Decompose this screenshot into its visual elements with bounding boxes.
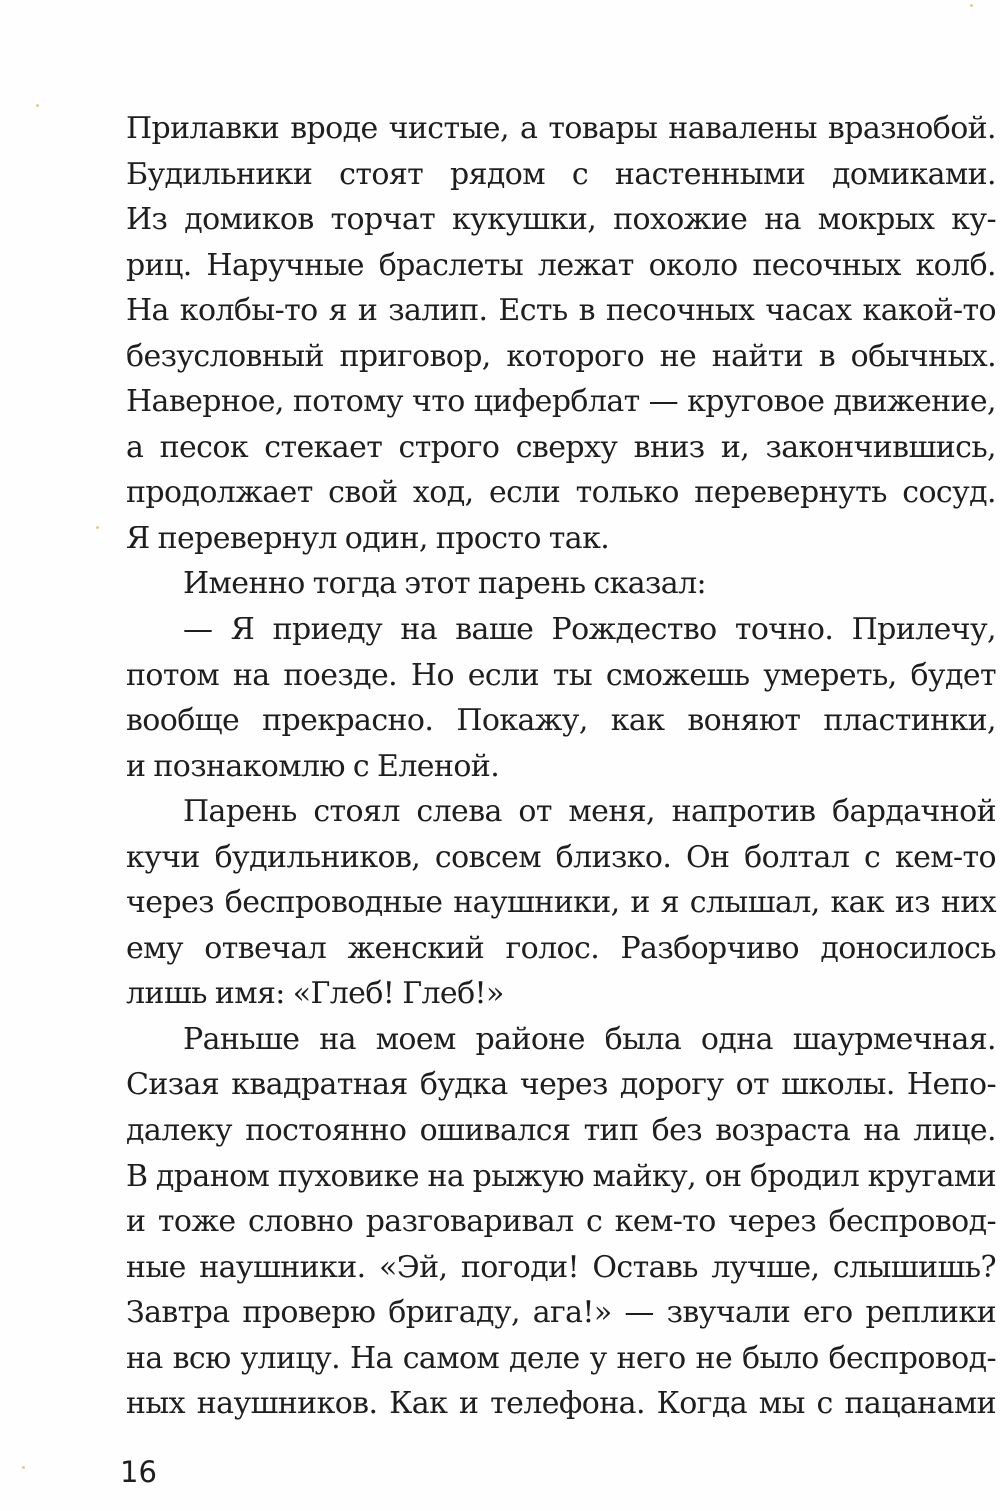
- text-line: через беспроводные наушники, и я слышал, как из них: [126, 885, 996, 921]
- paper-speck: [970, 4, 973, 7]
- text-line: и тоже словно разговаривал с кем-то через беспровод-: [126, 1204, 996, 1240]
- text-line: а песок стекает строго сверху вниз и, закончившись,: [126, 429, 996, 465]
- text-line: ему отвечал женский голос. Разборчиво доносилось: [126, 930, 996, 966]
- text-line: ные наушники. «Эй, погоди! Оставь лучше, слышишь?: [126, 1249, 996, 1285]
- page-number: 16: [120, 1455, 157, 1489]
- text-line: далеку постоянно ошивался тип без возраста на лице.: [126, 1113, 996, 1149]
- text-line: безусловный приговор, которого не найти в обычных.: [126, 338, 996, 374]
- text-line: Завтра проверю бригаду, ага!» — звучали его реплики: [126, 1295, 996, 1331]
- text-line: Из домиков торчат кукушки, похожие на мокрых ку-: [126, 202, 996, 238]
- text-line: потом на поезде. Но если ты сможешь умереть, будет: [126, 657, 996, 693]
- text-line: риц. Наручные браслеты лежат около песочных колб.: [126, 247, 996, 283]
- paper-speck: [22, 1466, 25, 1469]
- text-line: Парень стоял слева от меня, напротив бардачной: [183, 794, 996, 830]
- text-line: кучи будильников, совсем близко. Он болтал с кем-то: [126, 839, 996, 875]
- text-line: Именно тогда этот парень сказал:: [183, 566, 707, 602]
- text-line: на всю улицу. На самом деле у него не было беспровод-: [126, 1340, 996, 1376]
- text-line: Сизая квадратная будка через дорогу от школы. Непо-: [126, 1067, 996, 1103]
- text-line: лишь имя: «Глеб! Глеб!»: [126, 976, 504, 1012]
- text-line: ных наушников. Как и телефона. Когда мы с пацанами: [126, 1386, 996, 1422]
- body-text: [126, 106, 996, 1427]
- text-line: Я перевернул один, просто так.: [126, 520, 610, 556]
- text-line: Будильники стоят рядом с настенными домиками.: [126, 156, 996, 192]
- text-line: Раньше на моем районе была одна шаурмечная.: [183, 1021, 996, 1057]
- paper-speck: [36, 104, 39, 107]
- text-line: — Я приеду на ваше Рождество точно. Прилечу,: [183, 612, 996, 648]
- paper-speck: [96, 526, 99, 529]
- text-line: В драном пуховике на рыжую майку, он бродил кругами: [126, 1158, 996, 1194]
- text-line: Прилавки вроде чистые, а товары навалены вразнобой.: [126, 111, 996, 146]
- text-line: и познакомлю с Еленой.: [126, 748, 500, 784]
- text-line: На колбы-то я и залип. Есть в песочных часах какой-то: [126, 293, 996, 329]
- text-line: вообще прекрасно. Покажу, как воняют пластинки,: [126, 703, 996, 739]
- text-line: Наверное, потому что циферблат — круговое движение,: [126, 384, 996, 420]
- text-line: продолжает свой ход, если только перевернуть сосуд.: [126, 475, 996, 511]
